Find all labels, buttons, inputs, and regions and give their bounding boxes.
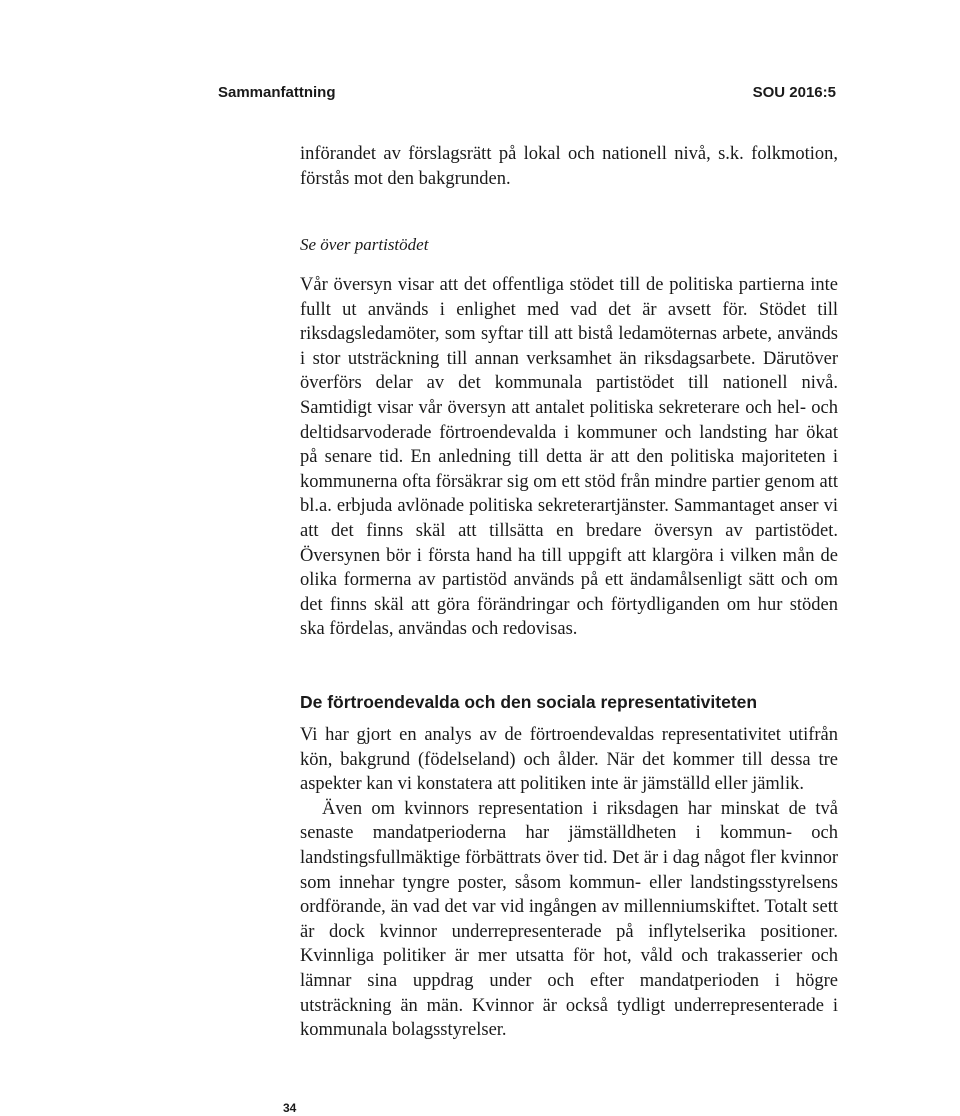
- running-header: [218, 84, 836, 106]
- header-report-number: SOU 2016:5: [752, 84, 836, 101]
- body-paragraph-2: Även om kvinnors representation i riksdagen har minskat de två senaste mandatperioderna har jämställdheten i kommun- och landstingsfullmäktige förbättrats över tid. Det är i dag något fler kvinnor som innehar tyngre poster, såsom kommun- eller landstingsstyrelsens ordförande, än vad det var vid ingången av millenniumskiftet. Totalt sett är dock kvinnor underrepresenterade på inflytelserika positioner. Kvinnliga politiker är mer utsatta för hot, våld och trakasserier och lämnar sina uppdrag under och efter mandatperioden i högre utsträckning än män. Kvinnor är också tydligt underrepresenterade i kommunala bolagsstyrelser.: [300, 798, 838, 1041]
- representativitet-section: [300, 723, 838, 1043]
- header-section-title: Sammanfattning: [218, 84, 336, 101]
- page-number: 34: [283, 1101, 297, 1115]
- margin-note: Se över partistödet: [300, 235, 429, 254]
- partistod-section: [300, 273, 838, 642]
- intro-paragraph: införandet av förslagsrätt på lokal och nationell nivå, s.k. folkmotion, förstås mot den bakgrunden.: [300, 144, 838, 189]
- section-heading: De förtroendevalda och den sociala representativiteten: [300, 692, 758, 712]
- partistod-paragraph: Vår översyn visar att det offentliga stödet till de politiska partierna inte fullt ut används i enlighet med vad det är avsett för. Stödet till riksdagsledamöter, som syftar till att bistå ledamöternas arbete, används i stor utsträckning till annan verksamhet än riksdagsarbete. Därutöver överförs delar av det kommunala partistödet till nationell nivå. Samtidigt visar vår översyn att antalet politiska sekreterare och hel- och deltidsarvoderade förtroendevalda i kommuner och landsting har ökat på senare tid. En anledning till detta är att den politiska majoriteten i kommunerna ofta försäkrar sig om ett stöd från mindre partier genom att bl.a. erbjuda avlönade politiska sekreterartjänster. Sammantaget anser vi att det finns skäl att tillsätta en bredare översyn av partistödet. Översynen bör i första hand ha till uppgift att klargöra i vilken mån de olika formerna av partistöd används på ett ändamålsenligt sätt och om det finns skäl att göra förändringar och förtydliganden om hur stöden ska fördelas, användas och redovisas.: [300, 275, 838, 640]
- body-paragraph-1: Vi har gjort en analys av de förtroendevaldas representativitet utifrån kön, bakgrund (födelseland) och ålder. När det kommer till dessa tre aspekter kan vi konstatera att politiken inte är jämställd eller jämlik.: [300, 725, 838, 795]
- intro-block: [300, 142, 838, 191]
